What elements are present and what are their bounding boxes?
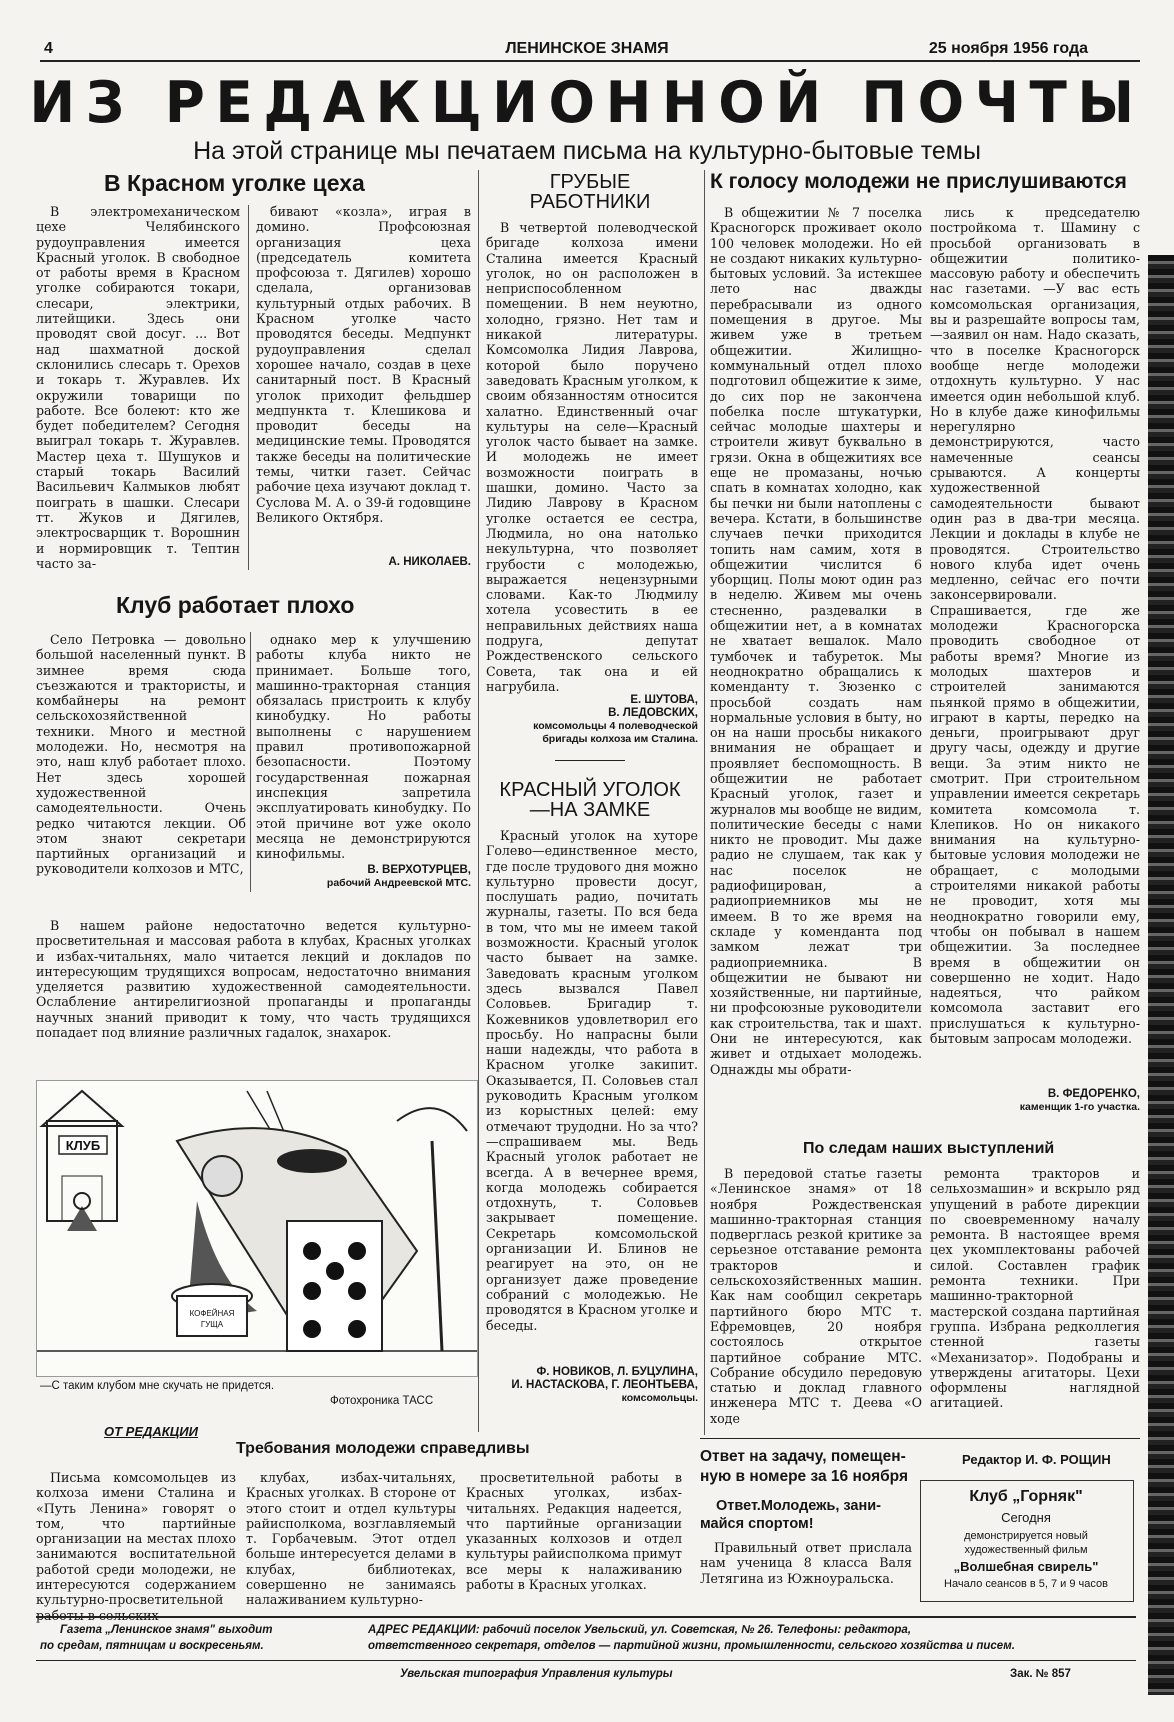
club-ad-line2: художественный фильм [964,1544,1088,1556]
puzzle-title-line2: ную в номере за 16 ноября [700,1468,908,1485]
puzzle-answer-line2: майся спортом! [700,1516,814,1532]
masthead-subtitle: На этой странице мы печатаем письма на культурно-бытовые темы [193,137,981,165]
cartoon [36,1080,478,1377]
editor-name: Редактор И. Ф. РОЩИН [962,1452,1111,1467]
scan-edge [1148,255,1174,1695]
rude-workers-title-line2: РАБОТНИКИ [529,191,651,213]
masthead-title: ИЗ РЕДАКЦИОННОЙ ПОЧТЫ [29,70,1145,136]
footer-rule-2 [36,1660,1136,1661]
fortune-teller-illustration [37,1081,477,1376]
club-bad-signature-role: рабочий Андреевской МТС. [326,877,471,889]
rude-workers-signature: Е. ШУТОВА, [630,694,698,706]
rude-workers-signature-2: В. ЛЕДОВСКИХ, [608,707,698,719]
separator [700,1438,1140,1439]
editorial-title: Требования молодежи справедливы [236,1440,530,1457]
footer-address-2: ответственного секретаря, отделов — партийной жизни, промышленности, сельского хозяйства и писем. [368,1640,1015,1652]
footer-printer: Увельская типография Управления культуры [400,1668,673,1680]
rude-workers-signature-3: комсомольцы 4 полеводческой [533,720,698,732]
cartoon-caption: —С таким клубом мне скучать не придется. [40,1380,275,1392]
editorial-col1: Письма комсомольцев из колхоза имени Сталина и «Путь Ленина» говорят о том, что партийные организации на местах плохо занимаются воспитательной работой среди молодежи, не интересуются содержанием культурно-просветительной [36,1470,236,1608]
red-corner-signature: А. НИКОЛАЕВ. [388,556,471,568]
cartoon-credit: Фотохроника ТАСС [330,1395,434,1407]
header-rule [40,60,1140,62]
club-ad-times: Начало сеансов в 5, 7 и 9 часов [944,1578,1108,1590]
column-divider [478,170,479,1432]
footer-schedule-2: по средам, пятницам и воскресеньям. [40,1640,264,1652]
rude-workers-signature-4: бригады колхоза им Сталина. [542,733,698,745]
club-ad-name: Клуб „Горняк" [969,1488,1083,1505]
red-corner-col2: бивают «козла», играя в домино. Профсоюзная организация цеха (председатель комитета профсоюза т. Дягилев) хорошо сделала, организовав культурный отдых рабочих. В Красном уголке часто проводятся беседы. Медпункт рудоуправления сделал хорошее начало, создав в цехе санитарный пост. В Красный уголок приходит фельдшер медпункта т. Клешикова и проводит беседы на медицинские темы. Проводятся также беседы на политические темы, читки газет. Сейчас рабочие цеха изучают доклад т. Суслова М. А. о 39-й годовщине Великого Октября. [256,204,471,525]
youth-voice-title: К голосу молодежи не прислушиваются [710,170,1127,193]
club-ad-today: Сегодня [1001,1510,1051,1525]
club-bad-col2: однако мер к улучшению работы клуба никто не принимает. Больше того, машинно-тракторная станция обязалась пристроить к клубу кинобудку. Но работы выполнены с нарушением правил противопожарной безопасности. Поэтому государственная пожарная инспекция запретила эксплуатировать кинобудку. По этой причине вот уже около месяца не демонстрируются кинофильмы. [256,632,471,862]
follow-up-col1: В передовой статье газеты «Ленинское знамя» от 18 ноября Рождественская машинно-тракторная станция подверглась резкой критике за серьезное отставание ремонта тракторов и сельскохозяйственных машин. Как нам сообщил секретарь партийного бюро МТС т. Ефремовцев, 20 ноября состоялось открытое партийное собрание МТС. Собрание обсудило передовую статью и доклад главного инженера МТС т. Деева «О ходе [710,1166,922,1426]
editorial-col3: просветительной работы в Красных уголках, избах-читальнях. Редакция надеется, что партийные организации указанных колхозов и отдел культуры райисполкома примут все меры к налаживанию работы в Красных уголках. [466,1470,682,1593]
footer-rule [36,1616,1136,1618]
puzzle-title-line1: Ответ на задачу, помещен- [700,1448,906,1465]
club-bad-signature: В. ВЕРХОТУРЦЕВ, [367,864,471,876]
locked-corner-signature-3: комсомольцы. [621,1392,698,1404]
locked-corner-signature: Ф. НОВИКОВ, Л. БУЦУЛИНА, [536,1366,698,1378]
club-bad-title: Клуб работает плохо [116,592,355,618]
pot-label-1: КОФЕЙНАЯ [189,1309,235,1318]
youth-voice-col1: В общежитии № 7 поселка Красногорск проживает около 100 человек молодежи. Но ей не создают никаких культурно-бытовых условий. За истекшее лето нас дважды перебрасывали из одного помещения в другое. Мы живем уже в третьем общежитии. Жилищно-коммунальный отдел плохо подготовил общежитие к зиме, до сих пор не закончена побелка после штукатурки, сейчас молодые шахтеры и строители живут буквально в грязи. Окна в общежитиях все еще не промазаны, ночью спать в комнатах холодно, как бы печки ни были натоплены с вечера. Кстати, в большинстве случаев печки приходится топить нам самим, хотя в общежитии числится 6 уборщиц. Полы моют один раз в неделю. Живем мы очень стесненно, раздевалки в общежитии нет, а в комнатах не хватает вешалок. Мало тумбочек и табуреток. Мы неоднократно обращались к коменданту т. Зюзенко с просьбой создать нам нормальные условия в быту, но он на наши просьбы никакого внимания не обращает и проявляет беспомощность. В общежитии не работает Красный уголок, газет и журналов мы вообще не видим, политические беседы с нами никто не проводит. Мы даже радио не слушаем, так как у нас поселок не радиофицирован, а радиоприемников мы не имеем. В то же время на складе у коменданта под замком лежат три радиоприемника. В общежитии не бывают ни хозяйственные, ни партийные, ни профсоюзные руководители как строительства, так и шахт. Они не интересуются, как живет и отдыхает молодежь. Однажды мы обрати- [710,205,922,1077]
footer-schedule-1: Газета „Ленинское знамя" выходит [60,1624,273,1636]
puzzle-body: Правильный ответ прислала нам ученица 8 класса Валя Летягина из Южноуральска. [700,1540,912,1586]
follow-up-title: По следам наших выступлений [803,1140,1055,1157]
locked-corner-signature-2: И. НАСТАСКОВА, Г. ЛЕОНТЬЕВА, [511,1379,698,1391]
club-bad-col1: Село Петровка — довольно большой населенный пункт. В зимнее время сюда съезжаются и трактористы, и комбайнеры на ремонт сельскохозяйственной техники. Много и местной молодежи. Но, несмотря на это, наш клуб работает плохо. Нет здесь хорошей художественной самодеятельности. Очень редко читаются лекции. Об этом знают секретари партийных организаций и руководители колхозов и МТС, [36,632,246,877]
issue-date: 25 ноября 1956 года [928,40,1088,57]
playing-card [287,1221,382,1351]
club-ad-film: „Волшебная свирель" [953,1559,1099,1574]
puzzle-answer-line1: Ответ.Молодежь, зани- [716,1498,882,1514]
footer-order: Зак. № 857 [1010,1668,1071,1680]
club-sign-text: КЛУБ [65,1138,101,1153]
column-divider [248,205,249,570]
locked-corner-body: Красный уголок на хуторе Голево—единственное место, где после трудового дня можно культурно провести досуг, послушать радио, почитать журналы, газеты. По вся беда в том, что мы не имеем такой возможности. Красный уголок часто бывает на замке. Заведовать красным уголком здесь вызвался Павел Соловьев. Бригадир т. Кожевников удовлетворил его просьбу. Но напрасны были наши надежды, что работа в Красном уголке закипит. Оказывается, П. Соловьев стал руководить Красным уголком из корыстных целей: ему отмечают трудодни. Но за что?—спрашиваем мы. Ведь Красный уголок работает не всегда. А в вечернее время, когда молодежь собирается отдохнуть, т. Соловьев закрывает помещение. Секретарь комсомольской организации И. Блинов не реагирует на это, он не организует даже проведение собраний с молодежью. Не проводятся в Красном уголке и беседы. [486,828,698,1333]
column-divider [704,170,705,1435]
editorial-col2: клубах, избах-читальнях, Красных уголках. В стороне от этого стоит и отдел культуры райисполкома, возглавляемый т. Горбачевым. Этот отдел больше интересуется делами в клубах, библиотеках, совершенно не занимаясь налаживанием культурно- [246,1470,456,1608]
paper-name: ЛЕНИНСКОЕ ЗНАМЯ [505,40,669,57]
separator [555,760,625,761]
rude-workers-title-line1: ГРУБЫЕ [549,171,631,193]
follow-up-col2: ремонта тракторов и сельхозмашин» и вскрыло ряд упущений в работе дирекции по своевременному началу ремонта. В настоящее время цех укомплектованы рабочей силой. Составлен график ремонта техники. При машинно-тракторной мастерской создана партийная группа. Избрана редколлегия стенной газеты «Механизатор». Подобраны и утверждены агитаторы. Цехи оформлены наглядной агитацией. [930,1166,1140,1411]
footer-address-1: АДРЕС РЕДАКЦИИ: рабочий поселок Увельский, ул. Советская, № 26. Телефоны: редактора, [368,1624,912,1636]
column-divider [250,632,251,892]
red-corner-title: В Красном уголке цеха [104,170,365,196]
page-number: 4 [44,40,53,57]
pot-label-2: ГУЩА [200,1320,224,1329]
red-corner-col1: В электромеханическом цехе Челябинского рудоуправления имеется Красный уголок. В свободное от работы время в Красном уголке собираются токари, слесари, электрики, литейщики. Здесь они проводят свой досуг. ... Вот над шахматной доской склонились слесарь т. Орехов и токарь т. Журавлев. Их окружили товарищи по работе. Все болеют: кто же будет победителем? Сегодня выиграл токарь т. Журавлев. Мастер цеха т. Шушуков и старый токарь Василий Васильевич Калмыков любят поиграть в шашки. Слесари тт. Жуков и Дягилев, электросварщик т. Ворошнин и нормировщик т. Тептин часто за- [36,204,240,571]
locked-corner-title-line1: КРАСНЫЙ УГОЛОК [499,779,681,801]
club-ad-line1: демонстрируется новый [964,1530,1088,1542]
locked-corner-title-line2: —НА ЗАМКЕ [529,799,651,821]
editorial-label: ОТ РЕДАКЦИИ [104,1424,198,1439]
youth-voice-col2: лись к председателю постройкома т. Шамину с просьбой организовать в общежитии политико-массовую работу и обеспечить нас газетами. —У вас есть комсомольская организация, вы и разрешайте вопросы там,—заявил он нам. Надо сказать, что в поселке Красногорск вообще негде молодежи отдохнуть культурно. У нас имеется один небольшой клуб. Но в клубе даже кинофильмы нерегулярно демонстрируются, часто намеченные сеансы срываются. А концерты художественной самодеятельности бывают один раз в два-три месяца. Лекции и доклады в клубе не проводятся. Строительство нового клуба идет очень медленно, сейчас его почти законсервировали. Спрашивается, где же молодежи Красногорска проводить свободное от работы время? Многие из молодых шахтеров и строителей занимаются пьянкой прямо в общежитии, играют в карты, передко на деньги, проигрывают друг другу часы, одежду и другие вещи. За этим никто не смотрит. При строительном управлении имеется секретарь комитета комсомола т. Клепиков. Но он никакого внимания на культурно-бытовые условия молодежи не обращает, с молодыми строителями никакой работы не проводит, хотя мы неоднократно говорили ему, чтобы он побывал в нашем общежитии. За последнее время в общежитии он совершенно не ходит. Надо надеяться, что райком комсомола заставит его прислушаться к культурно-бытовым запросам молодежи. [930,205,1140,1047]
youth-voice-signature-role: каменщик 1-го участка. [1019,1101,1140,1113]
rude-workers-body: В четвертой полеводческой бригаде колхоза имени Сталина имеется Красный уголок, но он расположен в неприспособленном помещении. В нем неуютно, холодно, грязно. Нет там и никакой литературы. Комсомолка Лидия Лаврова, которой было поручено заведовать Красным уголком, к своим обязанностям относится халатно. Единственный очаг культуры на селе—Красный уголок часто бывает на замке. И молодежь не имеет возможности поиграть в шашки, домино. Часто за Лидию Лаврову в Красном уголке остается ее сестра, Людмила, но она натолько некультурна, что позволяет грубости с молодежью, выражается нецензурными словами. Как-то Людмилу хотела усовестить в ее неправильных действиях наша подруга, депутат Рождественского сельского Совета, так она и ей нагрубила. [486,220,698,694]
youth-voice-signature: В. ФЕДОРЕНКО, [1047,1088,1140,1100]
district-note: В нашем районе недостаточно ведется культурно-просветительная и массовая работа в клубах, Красных уголках и избах-читальнях, мало читается лекций и докладов по интересующим трудящихся вопросам, недостаточно внимания уделяется развитию художественной самодеятельности. Ослабление антирелигиозной пропаганды и пропаганды научных знаний приводит к тому, что часть трудящихся попадает под влияние различных гадалок, знахарок. [36,918,471,1041]
